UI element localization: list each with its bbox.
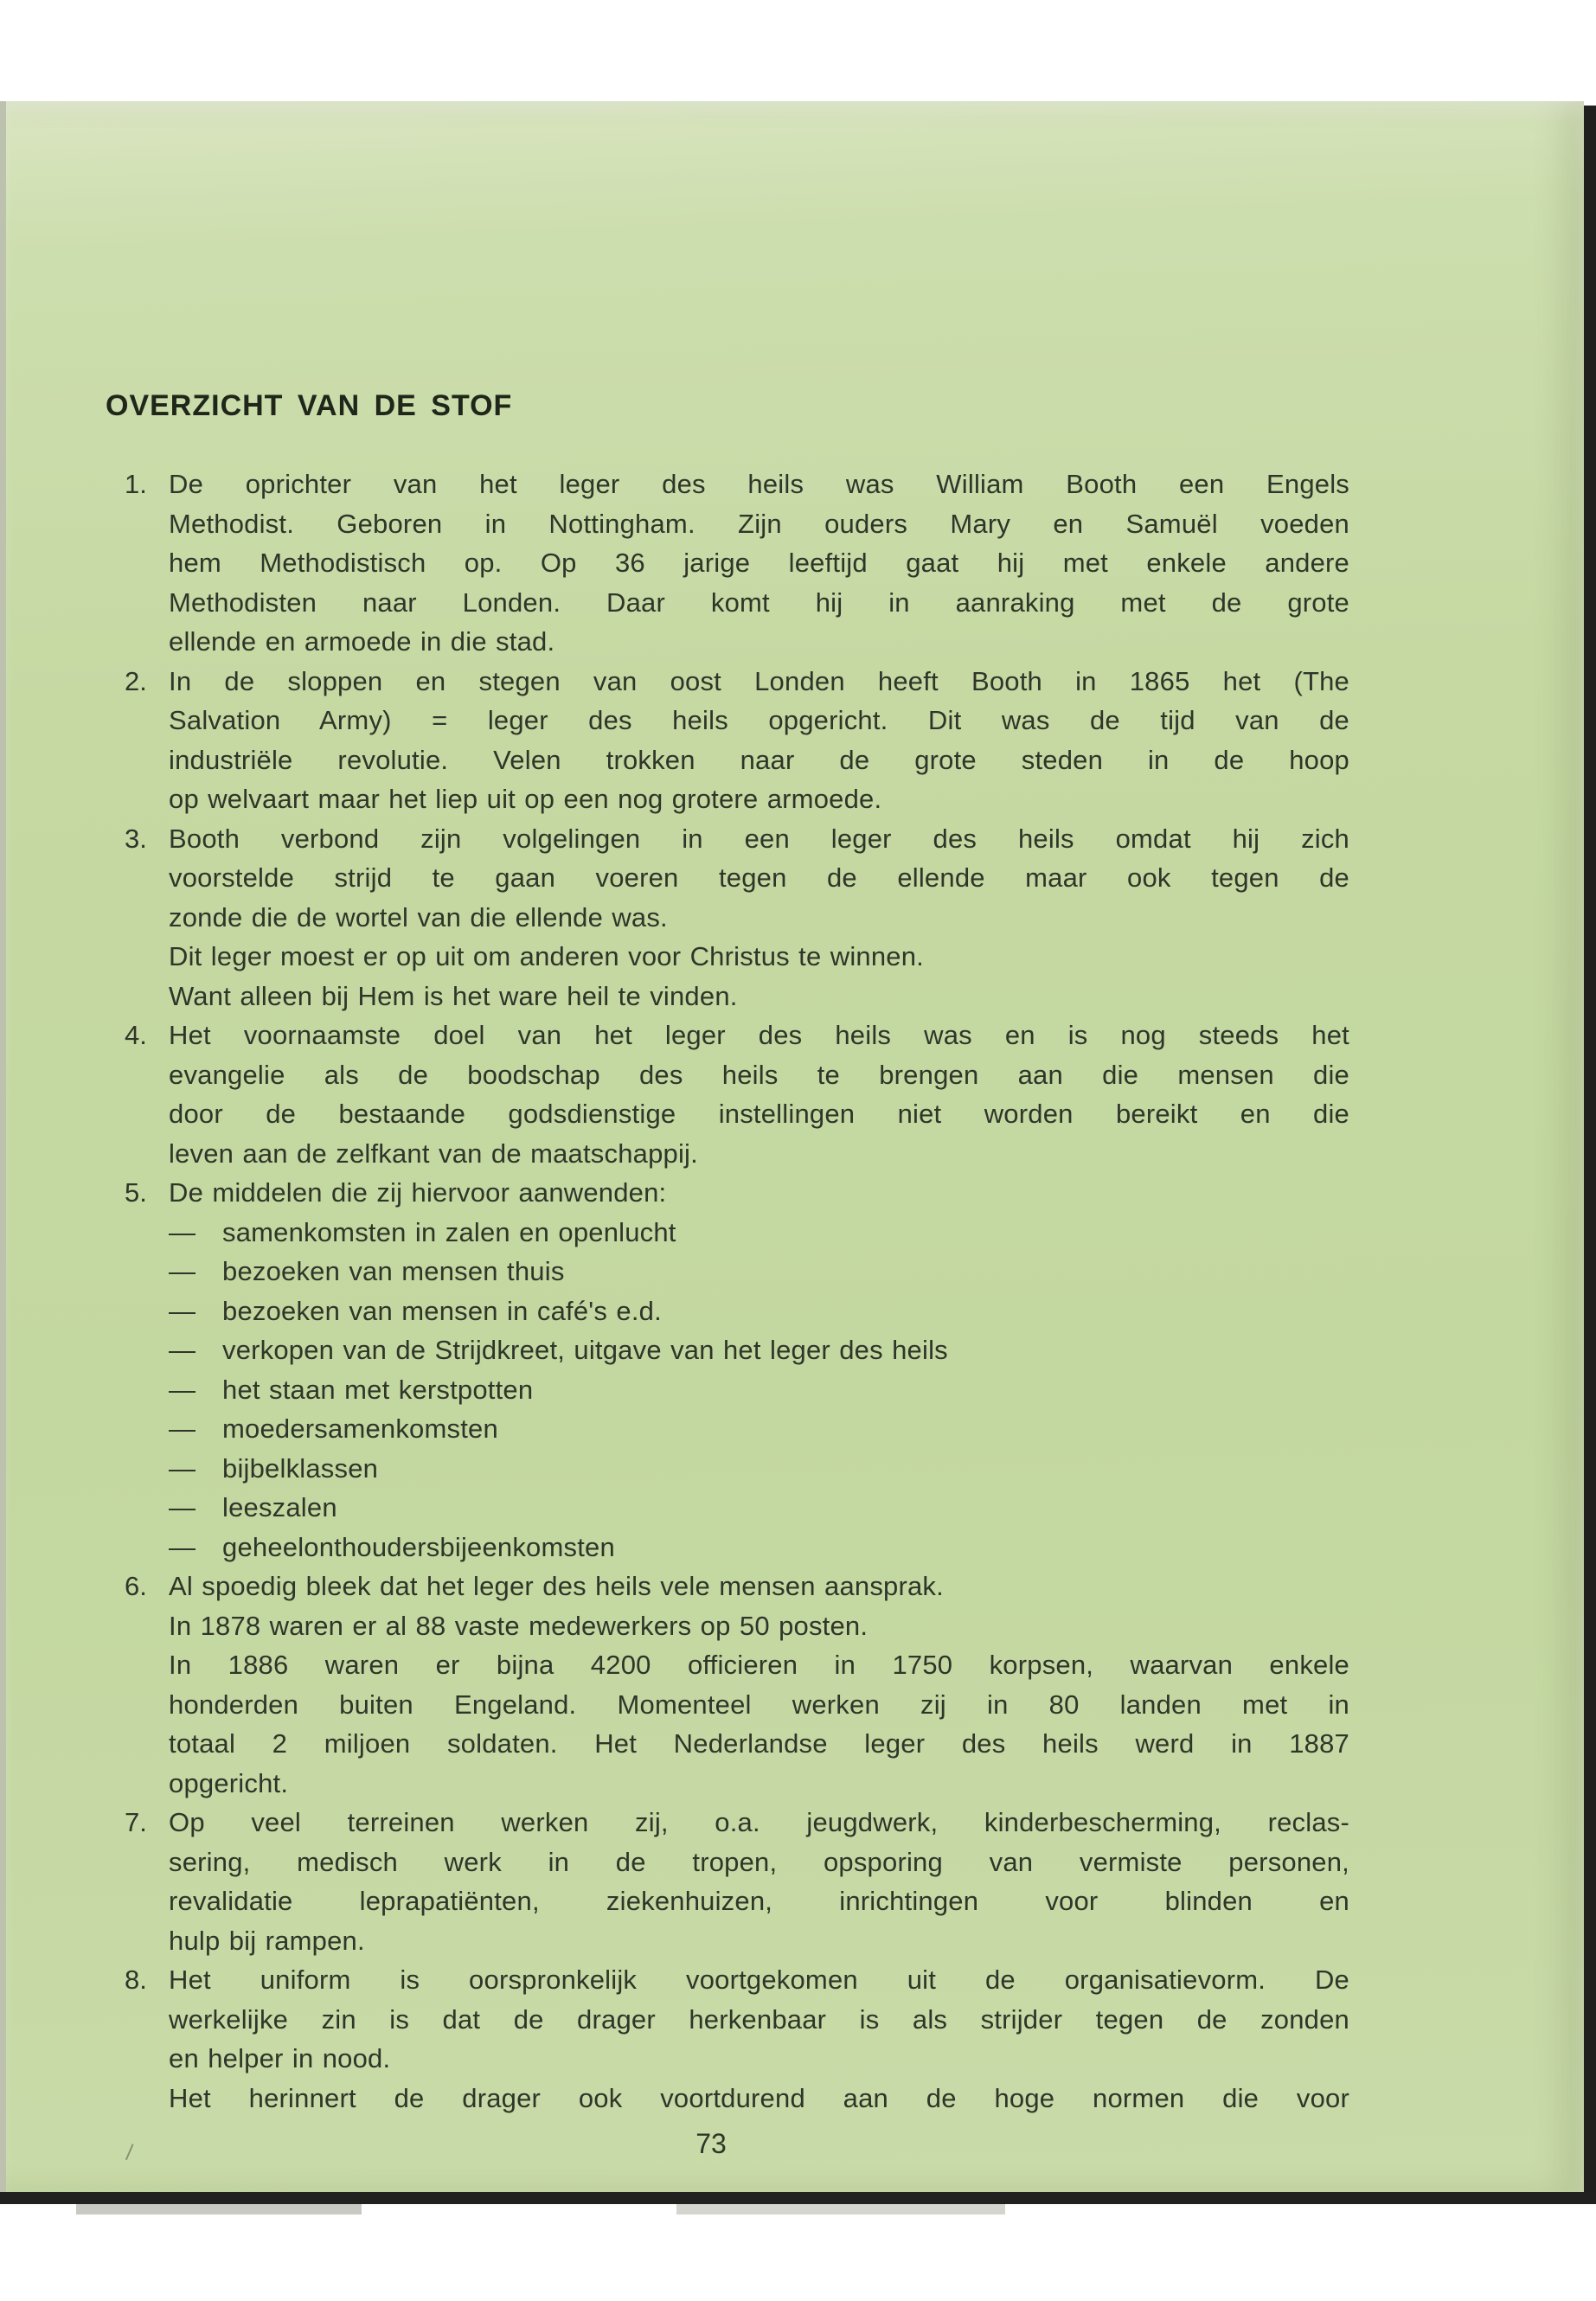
item-line: opgericht. [169,1767,289,1798]
item-line: op welvaart maar het liep uit op een nog grotere armoede. [169,784,882,814]
bullet-line [169,1213,1349,1253]
item-body [169,662,1349,819]
item-line: Methodist. Geboren in Nottingham. Zijn ouders Mary en Samuël voeden [169,508,1349,539]
bullet-line [169,1449,1349,1489]
item-number: 7. [125,1807,147,1837]
bullet-dash: — [169,1492,196,1522]
list-item [118,465,1349,662]
item-number: 5. [125,1177,147,1208]
item-body [169,1567,1349,1803]
item-body [169,1016,1349,1173]
bullet-line [169,1370,1349,1410]
bullet-text: moedersamenkomsten [222,1413,498,1444]
item-line: De oprichter van het leger des heils was William Booth een Engels [169,469,1349,499]
bullet-text: samenkomsten in zalen en openlucht [222,1216,676,1247]
list-item [118,1173,1349,1567]
item-body [169,465,1349,662]
item-line: zonde die de wortel van die ellende was. [169,901,668,933]
item-line: Methodisten naar Londen. Daar komt hij in aanraking met de grote [169,586,1349,618]
bullet-dash: — [169,1374,196,1405]
bullet-text: verkopen van de Strijdkreet, uitgave van het leger des heils [222,1335,948,1365]
bullet-dash: — [169,1413,196,1444]
item-line: evangelie als de boodschap des heils te brengen aan die mensen die [169,1059,1349,1090]
bullet-line [169,1252,1349,1292]
bullet-text: bijbelklassen [222,1452,379,1484]
item-number: 6. [125,1571,147,1601]
bullet-dash: — [169,1335,196,1365]
page-edge-right [1584,106,1596,2202]
bullet-line [169,1409,1349,1449]
item-line: revalidatie leprapatiënten, ziekenhuizen, inrichtingen voor blinden en [169,1886,1349,1916]
item-number: 2. [125,665,147,696]
bullet-text: leeszalen [222,1492,337,1522]
bullet-text: het staan met kerstpotten [222,1374,534,1405]
page-number: 73 [695,2128,727,2159]
item-line: ellende en armoede in die stad. [169,626,555,657]
item-number: 4. [125,1020,147,1050]
page-edge-bottom [0,2192,1596,2204]
item-line: werkelijke zin is dat de drager herkenbaar is als strijder tegen de zonden [169,2003,1349,2035]
item-line: Het uniform is oorspronkelijk voortgekomen uit de organisatievorm. De [169,1965,1349,1995]
item-line: Want alleen bij Hem is het ware heil te vinden. [169,980,738,1011]
list-item [118,662,1349,819]
bullet-line [169,1330,1349,1370]
scan-shadow [76,2204,362,2214]
bullet-dash: — [169,1531,196,1562]
list-item [118,1803,1349,1960]
bullet-dash: — [169,1452,196,1484]
item-line: In 1878 waren er al 88 vaste medewerkers op 50 posten. [169,1610,869,1641]
bullet-dash: — [169,1216,196,1247]
item-line: Booth verbond zijn volgelingen in een leger des heils omdat hij zich [169,823,1349,854]
page-edge-left [0,101,6,2192]
item-number: 8. [125,1965,147,1995]
bullet-dash: — [169,1256,196,1286]
item-line: Het voornaamste doel van het leger des heils was en is nog steeds het [169,1020,1349,1050]
item-number: 3. [125,823,147,854]
bullet-line [169,1292,1349,1331]
bullet-line [169,1528,1349,1567]
item-line: Dit leger moest er op uit om anderen voor Christus te winnen. [169,941,924,971]
list-item [118,1960,1349,2118]
bullet-dash: — [169,1295,196,1326]
list-item [118,1016,1349,1173]
item-line: In de sloppen en stegen van oost Londen heeft Booth in 1865 het (The [169,665,1349,696]
bullet-text: bezoeken van mensen thuis [222,1256,565,1286]
item-line: voorstelde strijd te gaan voeren tegen de ellende maar ook tegen de [169,862,1349,893]
item-line: Salvation Army) = leger des heils opgericht. Dit was de tijd van de [169,705,1349,735]
scan-shadow [676,2204,1005,2214]
item-line: industriële revolutie. Velen trokken naar de grote steden in de hoop [169,744,1349,775]
content-list [118,465,1349,2118]
item-body [169,1960,1349,2118]
item-line: leven aan de zelfkant van de maatschappij. [169,1138,698,1169]
bullet-text: geheelonthoudersbijeenkomsten [222,1531,615,1562]
item-line: De middelen die zij hiervoor aanwenden: [169,1177,667,1208]
item-line: hem Methodistisch op. Op 36 jarige leeftijd gaat hij met enkele andere [169,548,1349,578]
item-body [169,1173,1349,1567]
scan-page [0,101,1584,2192]
item-line: totaal 2 miljoen soldaten. Het Nederlandse leger des heils werd in 1887 [169,1728,1349,1759]
item-line: Het herinnert de drager ook voortdurend aan de hoge normen die voor [169,2082,1349,2113]
stray-mark: / [125,2138,135,2166]
item-line: en helper in nood. [169,2043,391,2073]
item-line: door de bestaande godsdienstige instellingen niet worden bereikt en die [169,1099,1349,1129]
item-line: sering, medisch werk in de tropen, opsporing van vermiste personen, [169,1846,1349,1877]
item-line: hulp bij rampen. [169,1925,365,1956]
item-line: In 1886 waren er bijna 4200 officieren in 1750 korpsen, waarvan enkele [169,1650,1349,1680]
bullet-text: bezoeken van mensen in café's e.d. [222,1295,662,1326]
list-item [118,1567,1349,1803]
item-line: Al spoedig bleek dat het leger des heils vele mensen aansprak. [169,1571,944,1601]
item-number: 1. [125,469,147,499]
bullet-line [169,1488,1349,1528]
item-body [169,819,1349,1016]
item-body [169,1803,1349,1960]
item-line: honderden buiten Engeland. Momenteel werken zij in 80 landen met in [169,1689,1349,1720]
list-item [118,819,1349,1016]
item-line: Op veel terreinen werken zij, o.a. jeugdwerk, kinderbescherming, reclas- [169,1807,1349,1837]
page-title: OVERZICHT VAN DE STOF [106,389,513,422]
